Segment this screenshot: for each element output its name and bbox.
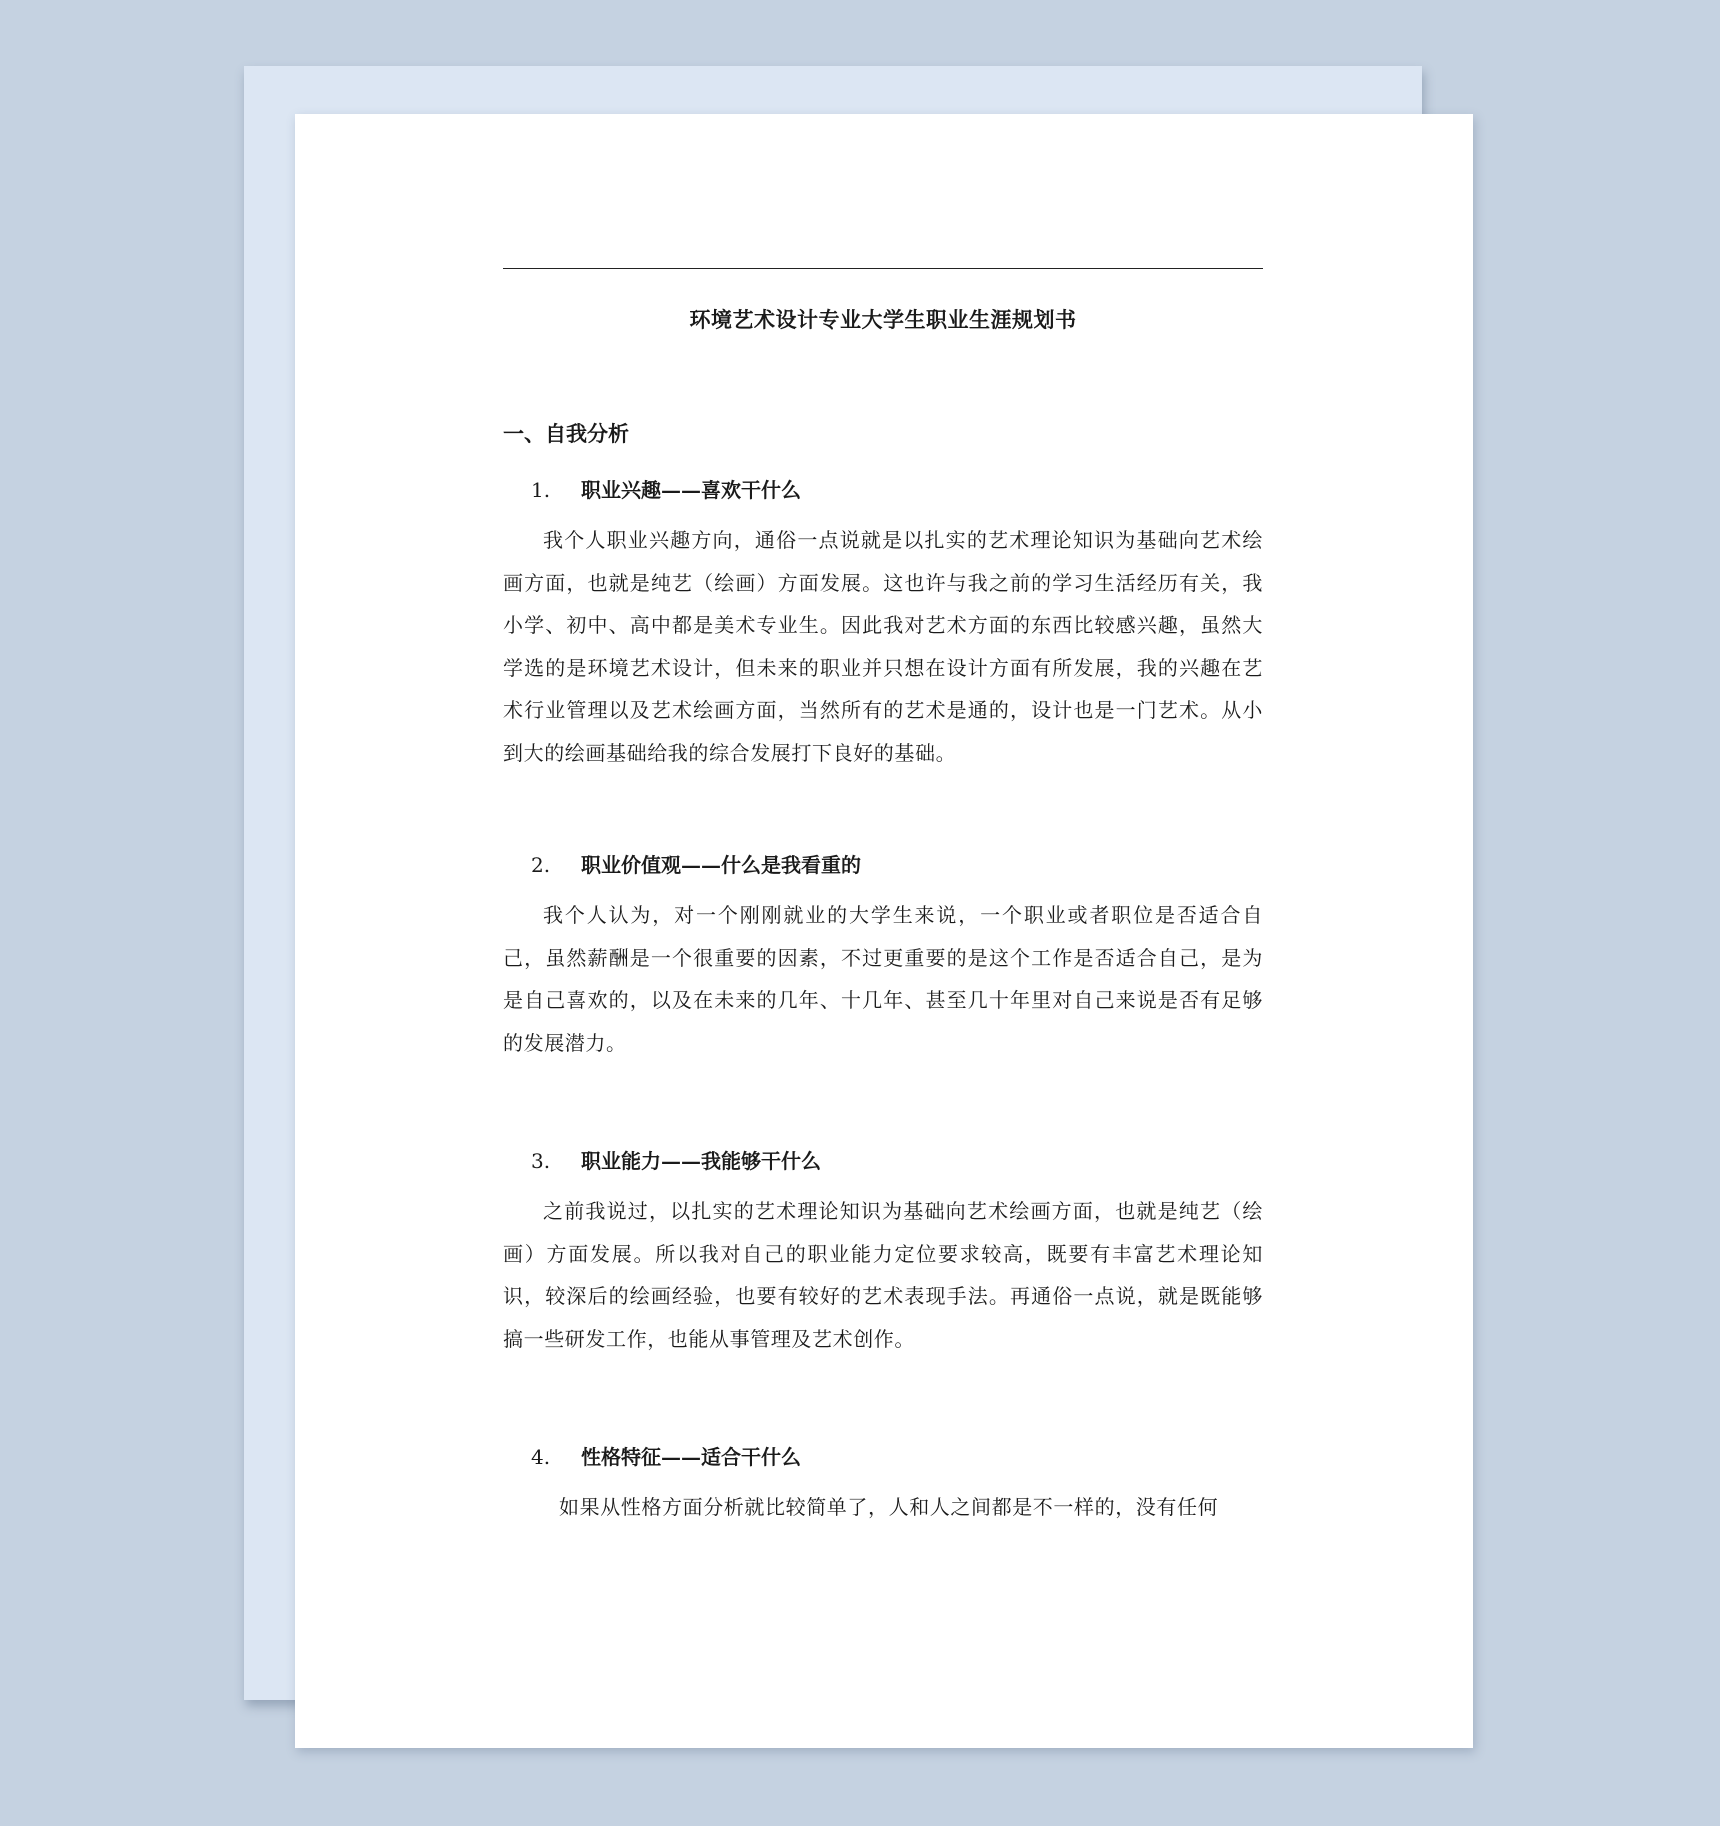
subsection-title: 职业兴趣——喜欢干什么 bbox=[581, 478, 801, 502]
subsection-number: 1. bbox=[531, 478, 551, 502]
header-rule bbox=[503, 268, 1263, 269]
subsection-heading-1 bbox=[503, 475, 1263, 505]
paragraph-career-ability: 之前我说过，以扎实的艺术理论知识为基础向艺术绘画方面，也就是纯艺（绘画）方面发展。所以我对自己的职业能力定位要求较高，既要有丰富艺术理论知识，较深后的绘画经验，也要有较好的艺术表现手法。再通俗一点说，就是既能够搞一些研发工作，也能从事管理及艺术创作。 bbox=[503, 1199, 1263, 1351]
subsection-title: 职业能力——我能够干什么 bbox=[581, 1149, 821, 1173]
paragraph-career-interest: 我个人职业兴趣方向，通俗一点说就是以扎实的艺术理论知识为基础向艺术绘画方面，也就是纯艺（绘画）方面发展。这也许与我之前的学习生活经历有关，我小学、初中、高中都是美术专业生。因此我对艺术方面的东西比较感兴趣，虽然大学选的是环境艺术设计，但未来的职业并只想在设计方面有所发展，我的兴趣在艺术行业管理以及艺术绘画方面，当然所有的艺术是通的，设计也是一门艺术。从小到大的绘画基础给我的综合发展打下良好的基础。 bbox=[503, 528, 1263, 765]
subsection-heading-4 bbox=[503, 1442, 1263, 1472]
subsection-title: 性格特征——适合干什么 bbox=[581, 1445, 801, 1469]
subsection-heading-2 bbox=[503, 850, 1263, 880]
section-heading-self-analysis: 一、自我分析 bbox=[503, 421, 629, 446]
subsection-heading-3 bbox=[503, 1146, 1263, 1176]
subsection-number: 3. bbox=[531, 1149, 551, 1173]
paragraph-career-values: 我个人认为，对一个刚刚就业的大学生来说，一个职业或者职位是否适合自己，虽然薪酬是一个很重要的因素，不过更重要的是这个工作是否适合自己，是为是自己喜欢的，以及在未来的几年、十几年、甚至几十年里对自己来说是否有足够的发展潜力。 bbox=[503, 903, 1263, 1055]
document-page bbox=[295, 114, 1473, 1748]
document-body bbox=[503, 268, 1263, 1529]
document-title: 环境艺术设计专业大学生职业生涯规划书 bbox=[689, 307, 1077, 332]
paragraph-personality: 如果从性格方面分析就比较简单了，人和人之间都是不一样的，没有任何 bbox=[559, 1495, 1219, 1519]
subsection-title: 职业价值观——什么是我看重的 bbox=[581, 853, 861, 877]
subsection-number: 2. bbox=[531, 853, 551, 877]
subsection-number: 4. bbox=[531, 1445, 551, 1469]
